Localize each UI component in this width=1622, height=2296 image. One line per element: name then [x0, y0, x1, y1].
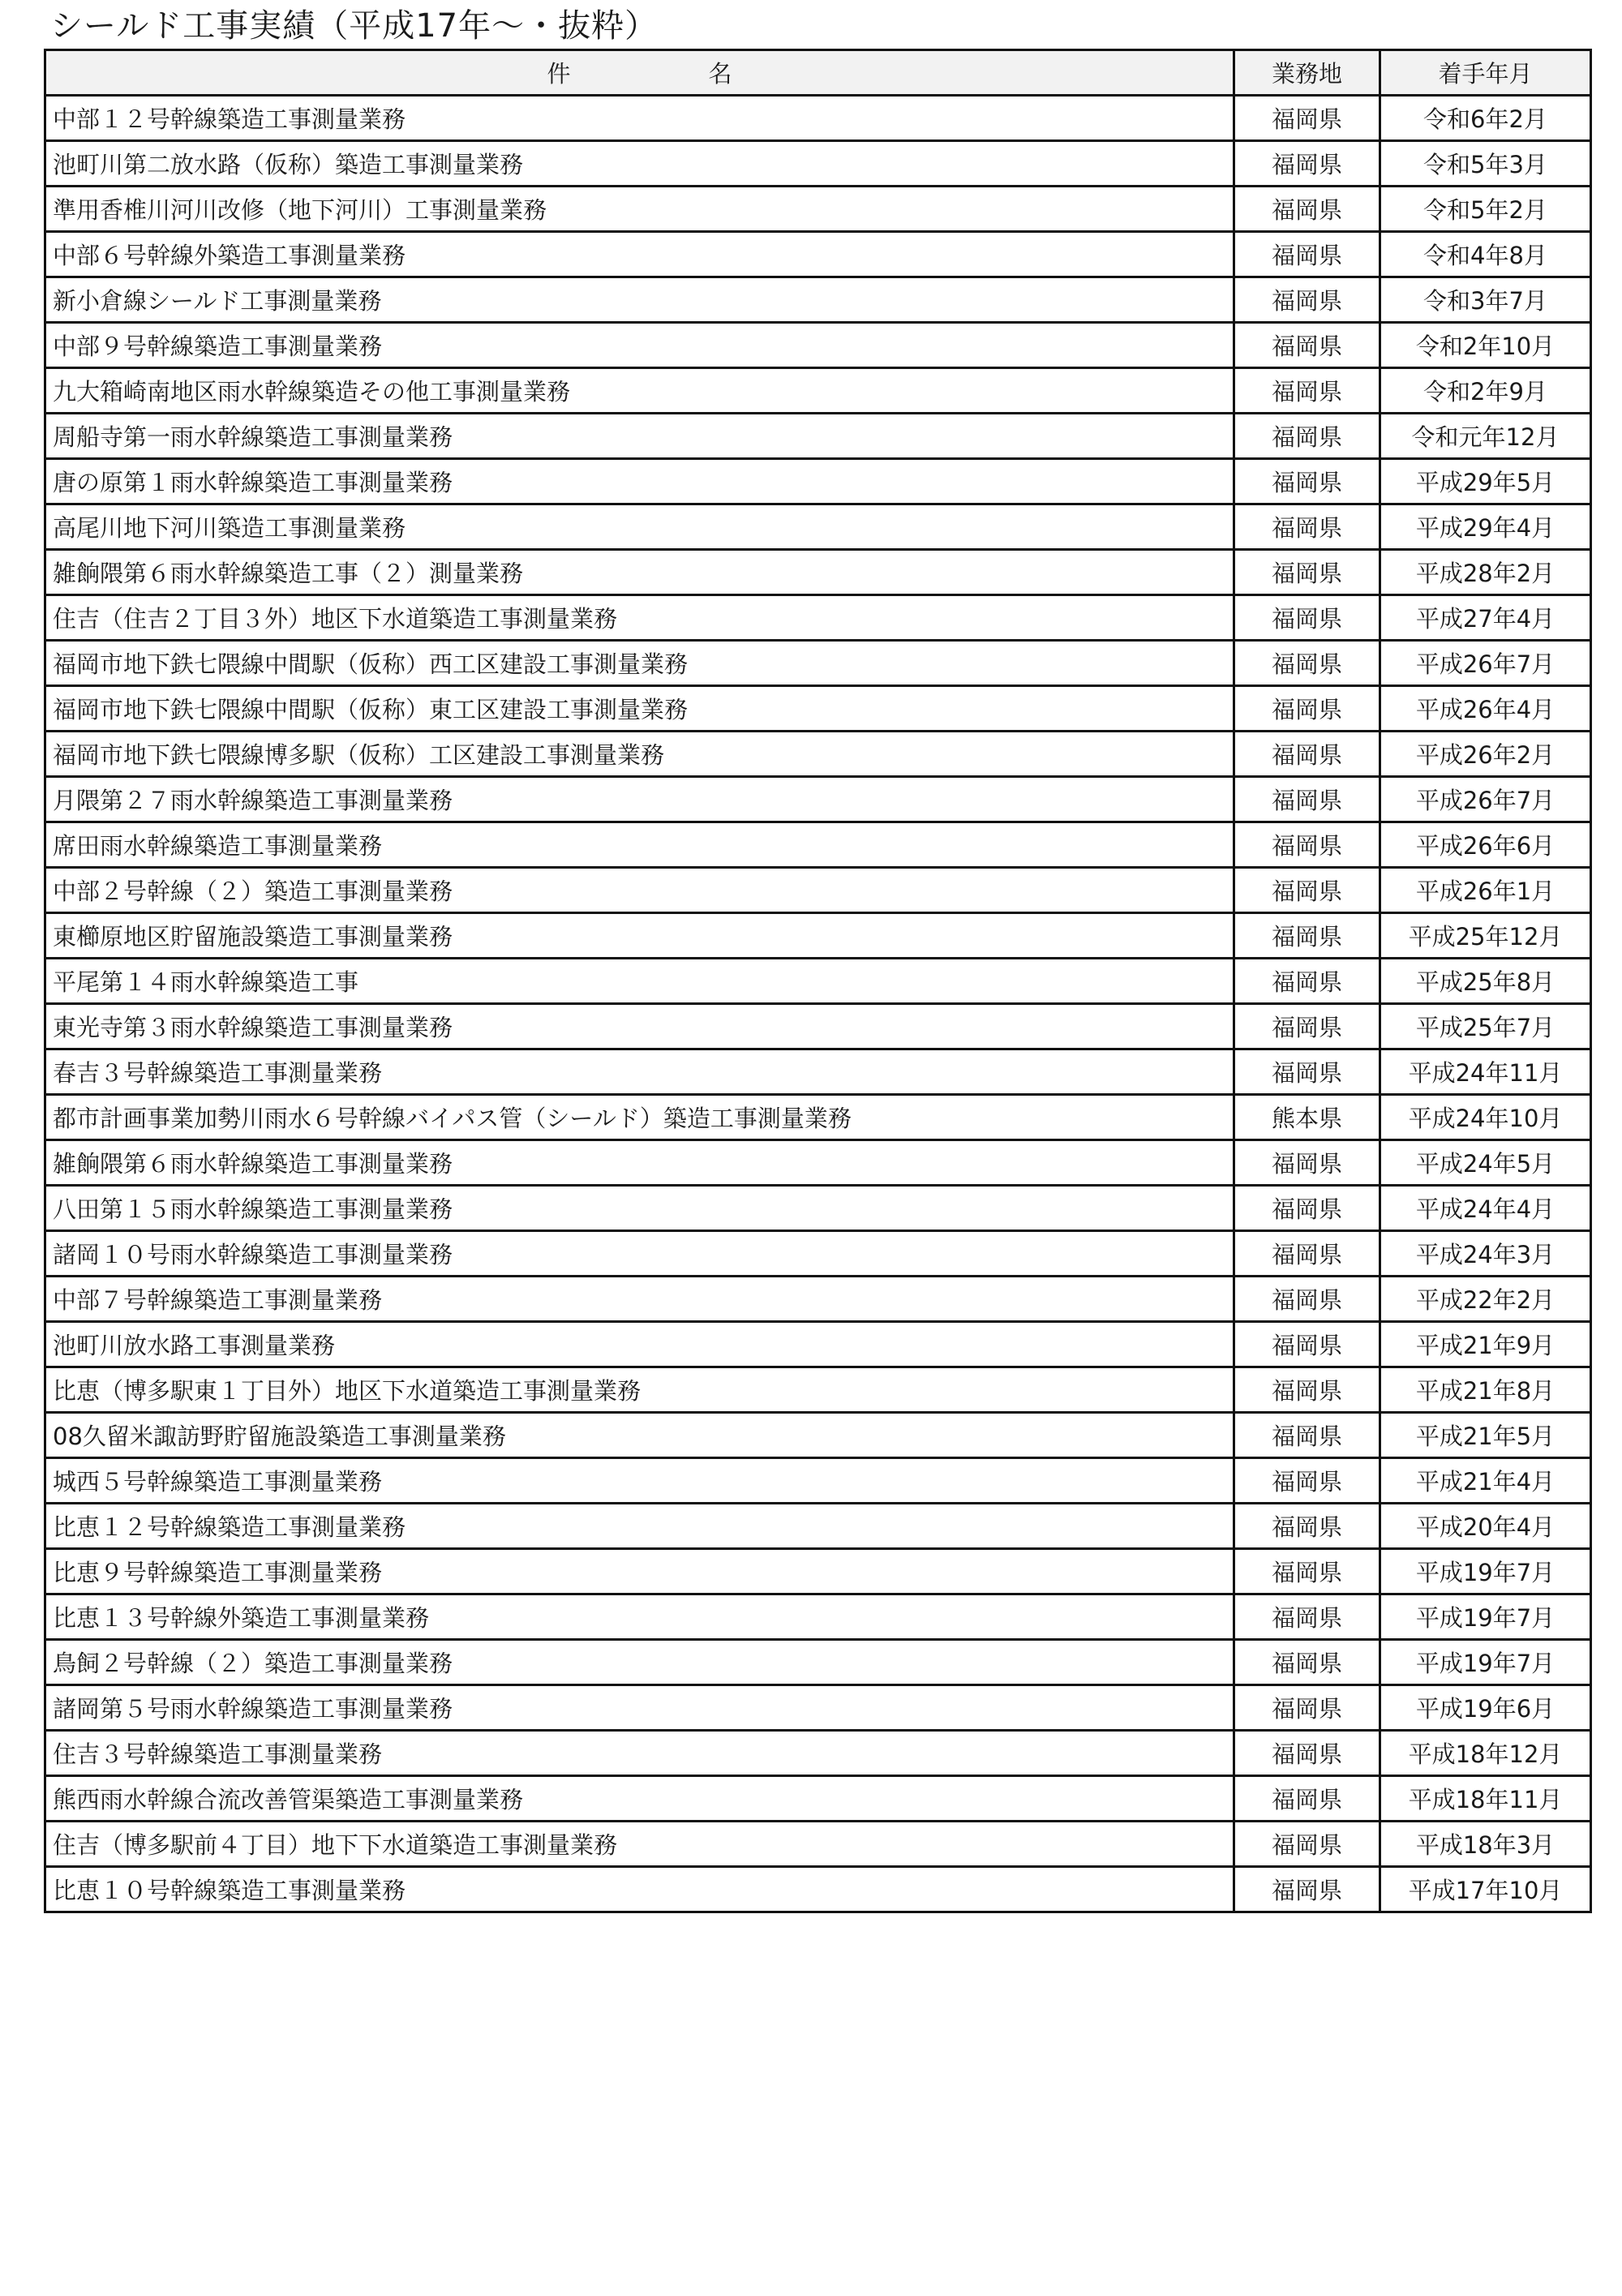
work-location-cell: 福岡県 [1234, 777, 1380, 822]
work-location-cell: 福岡県 [1234, 1049, 1380, 1095]
project-name-cell: 中部７号幹線築造工事測量業務 [45, 1277, 1234, 1322]
column-header-place: 業務地 [1234, 50, 1380, 96]
project-name-cell: 八田第１５雨水幹線築造工事測量業務 [45, 1186, 1234, 1231]
table-row [45, 459, 1591, 504]
start-date-cell: 平成25年7月 [1380, 1004, 1591, 1049]
work-location-cell: 福岡県 [1234, 1640, 1380, 1685]
work-location-cell: 福岡県 [1234, 686, 1380, 732]
table-row [45, 232, 1591, 277]
table-row [45, 1277, 1591, 1322]
work-location-cell: 福岡県 [1234, 459, 1380, 504]
project-name-cell: 諸岡第５号雨水幹線築造工事測量業務 [45, 1685, 1234, 1731]
start-date-cell: 平成25年8月 [1380, 959, 1591, 1004]
project-name-cell: 諸岡１０号雨水幹線築造工事測量業務 [45, 1231, 1234, 1277]
table-header [45, 50, 1591, 96]
project-name-cell: 住吉（博多駅前４丁目）地下下水道築造工事測量業務 [45, 1822, 1234, 1867]
work-location-cell: 福岡県 [1234, 1504, 1380, 1549]
project-name-cell: 月隈第２７雨水幹線築造工事測量業務 [45, 777, 1234, 822]
start-date-cell: 平成29年4月 [1380, 504, 1591, 550]
project-name-cell: 福岡市地下鉄七隈線博多駅（仮称）工区建設工事測量業務 [45, 732, 1234, 777]
table-row [45, 1776, 1591, 1822]
work-location-cell: 福岡県 [1234, 232, 1380, 277]
work-location-cell: 福岡県 [1234, 1549, 1380, 1594]
start-date-cell: 平成19年6月 [1380, 1685, 1591, 1731]
table-row [45, 504, 1591, 550]
project-name-cell: 比恵１０号幹線築造工事測量業務 [45, 1867, 1234, 1912]
table-row [45, 141, 1591, 187]
start-date-cell: 平成21年5月 [1380, 1413, 1591, 1458]
table-row [45, 1685, 1591, 1731]
project-name-cell: 福岡市地下鉄七隈線中間駅（仮称）西工区建設工事測量業務 [45, 641, 1234, 686]
table-row [45, 1731, 1591, 1776]
table-row [45, 323, 1591, 368]
work-location-cell: 福岡県 [1234, 414, 1380, 459]
start-date-cell: 平成24年3月 [1380, 1231, 1591, 1277]
project-name-cell: 春吉３号幹線築造工事測量業務 [45, 1049, 1234, 1095]
project-name-cell: 鳥飼２号幹線（２）築造工事測量業務 [45, 1640, 1234, 1685]
work-location-cell: 福岡県 [1234, 732, 1380, 777]
start-date-cell: 平成26年7月 [1380, 777, 1591, 822]
project-name-cell: 新小倉線シールド工事測量業務 [45, 277, 1234, 323]
work-location-cell: 福岡県 [1234, 550, 1380, 595]
table-row [45, 368, 1591, 414]
page-title: シールド工事実績（平成17年～・抜粋） [50, 7, 659, 45]
start-date-cell: 平成17年10月 [1380, 1867, 1591, 1912]
work-location-cell: 福岡県 [1234, 1277, 1380, 1322]
start-date-cell: 平成29年5月 [1380, 459, 1591, 504]
start-date-cell: 平成19年7月 [1380, 1640, 1591, 1685]
table-row [45, 1367, 1591, 1413]
project-name-cell: 周船寺第一雨水幹線築造工事測量業務 [45, 414, 1234, 459]
work-location-cell: 福岡県 [1234, 1413, 1380, 1458]
start-date-cell: 平成22年2月 [1380, 1277, 1591, 1322]
table-row [45, 595, 1591, 641]
table-row [45, 1231, 1591, 1277]
table-row [45, 1549, 1591, 1594]
project-name-cell: 中部９号幹線築造工事測量業務 [45, 323, 1234, 368]
start-date-cell: 令和2年9月 [1380, 368, 1591, 414]
start-date-cell: 令和6年2月 [1380, 96, 1591, 141]
start-date-cell: 平成28年2月 [1380, 550, 1591, 595]
table-row [45, 1095, 1591, 1140]
start-date-cell: 令和2年10月 [1380, 323, 1591, 368]
project-name-cell: 都市計画事業加勢川雨水６号幹線バイパス管（シールド）築造工事測量業務 [45, 1095, 1234, 1140]
project-name-cell: 比恵１３号幹線外築造工事測量業務 [45, 1594, 1234, 1640]
project-name-cell: 席田雨水幹線築造工事測量業務 [45, 822, 1234, 868]
table-row [45, 732, 1591, 777]
project-name-cell: 雑餉隈第６雨水幹線築造工事（２）測量業務 [45, 550, 1234, 595]
start-date-cell: 令和3年7月 [1380, 277, 1591, 323]
start-date-cell: 平成19年7月 [1380, 1594, 1591, 1640]
project-name-cell: 08久留米諏訪野貯留施設築造工事測量業務 [45, 1413, 1234, 1458]
project-name-cell: 東櫛原地区貯留施設築造工事測量業務 [45, 913, 1234, 959]
project-name-cell: 比恵（博多駅東１丁目外）地区下水道築造工事測量業務 [45, 1367, 1234, 1413]
start-date-cell: 平成18年12月 [1380, 1731, 1591, 1776]
start-date-cell: 平成18年11月 [1380, 1776, 1591, 1822]
project-name-cell: 福岡市地下鉄七隈線中間駅（仮称）東工区建設工事測量業務 [45, 686, 1234, 732]
work-location-cell: 福岡県 [1234, 868, 1380, 913]
work-location-cell: 福岡県 [1234, 1685, 1380, 1731]
column-header-date: 着手年月 [1380, 50, 1591, 96]
work-location-cell: 福岡県 [1234, 595, 1380, 641]
table-row [45, 822, 1591, 868]
start-date-cell: 平成27年4月 [1380, 595, 1591, 641]
work-location-cell: 福岡県 [1234, 1867, 1380, 1912]
work-location-cell: 福岡県 [1234, 1004, 1380, 1049]
work-location-cell: 福岡県 [1234, 1731, 1380, 1776]
project-name-cell: 中部１２号幹線築造工事測量業務 [45, 96, 1234, 141]
start-date-cell: 平成26年6月 [1380, 822, 1591, 868]
project-name-cell: 熊西雨水幹線合流改善管渠築造工事測量業務 [45, 1776, 1234, 1822]
start-date-cell: 平成18年3月 [1380, 1822, 1591, 1867]
work-location-cell: 福岡県 [1234, 504, 1380, 550]
column-header-name-char2: 名 [708, 60, 732, 88]
column-header-name-char1: 件 [547, 60, 571, 88]
project-name-cell: 平尾第１４雨水幹線築造工事 [45, 959, 1234, 1004]
project-name-cell: 中部６号幹線外築造工事測量業務 [45, 232, 1234, 277]
start-date-cell: 平成26年2月 [1380, 732, 1591, 777]
work-location-cell: 福岡県 [1234, 1594, 1380, 1640]
project-name-cell: 池町川第二放水路（仮称）築造工事測量業務 [45, 141, 1234, 187]
table-row [45, 187, 1591, 232]
project-name-cell: 高尾川地下河川築造工事測量業務 [45, 504, 1234, 550]
start-date-cell: 令和5年3月 [1380, 141, 1591, 187]
work-location-cell: 福岡県 [1234, 1322, 1380, 1367]
project-name-cell: 池町川放水路工事測量業務 [45, 1322, 1234, 1367]
start-date-cell: 平成19年7月 [1380, 1549, 1591, 1594]
project-name-cell: 城西５号幹線築造工事測量業務 [45, 1458, 1234, 1504]
table-row [45, 414, 1591, 459]
start-date-cell: 平成24年4月 [1380, 1186, 1591, 1231]
work-location-cell: 福岡県 [1234, 641, 1380, 686]
project-name-cell: 準用香椎川河川改修（地下河川）工事測量業務 [45, 187, 1234, 232]
table-row [45, 1413, 1591, 1458]
work-location-cell: 福岡県 [1234, 323, 1380, 368]
start-date-cell: 平成21年9月 [1380, 1322, 1591, 1367]
work-location-cell: 熊本県 [1234, 1095, 1380, 1140]
start-date-cell: 平成26年7月 [1380, 641, 1591, 686]
work-location-cell: 福岡県 [1234, 913, 1380, 959]
start-date-cell: 平成24年11月 [1380, 1049, 1591, 1095]
table-row [45, 1186, 1591, 1231]
work-location-cell: 福岡県 [1234, 959, 1380, 1004]
start-date-cell: 令和5年2月 [1380, 187, 1591, 232]
project-name-cell: 東光寺第３雨水幹線築造工事測量業務 [45, 1004, 1234, 1049]
table-row [45, 277, 1591, 323]
table-row [45, 1004, 1591, 1049]
start-date-cell: 令和元年12月 [1380, 414, 1591, 459]
start-date-cell: 平成24年5月 [1380, 1140, 1591, 1186]
table-row [45, 550, 1591, 595]
work-location-cell: 福岡県 [1234, 822, 1380, 868]
work-location-cell: 福岡県 [1234, 1367, 1380, 1413]
column-header-name [45, 50, 1234, 96]
project-name-cell: 雑餉隈第６雨水幹線築造工事測量業務 [45, 1140, 1234, 1186]
work-location-cell: 福岡県 [1234, 1822, 1380, 1867]
work-location-cell: 福岡県 [1234, 96, 1380, 141]
work-location-cell: 福岡県 [1234, 277, 1380, 323]
table-row [45, 913, 1591, 959]
project-name-cell: 比恵１２号幹線築造工事測量業務 [45, 1504, 1234, 1549]
start-date-cell: 平成26年4月 [1380, 686, 1591, 732]
work-location-cell: 福岡県 [1234, 1776, 1380, 1822]
table-row [45, 1322, 1591, 1367]
table-row [45, 1049, 1591, 1095]
table-row [45, 96, 1591, 141]
table-row [45, 1822, 1591, 1867]
work-location-cell: 福岡県 [1234, 1458, 1380, 1504]
start-date-cell: 平成25年12月 [1380, 913, 1591, 959]
works-table [44, 49, 1592, 1913]
table-row [45, 1504, 1591, 1549]
table-row [45, 1140, 1591, 1186]
work-location-cell: 福岡県 [1234, 187, 1380, 232]
project-name-cell: 唐の原第１雨水幹線築造工事測量業務 [45, 459, 1234, 504]
start-date-cell: 平成21年4月 [1380, 1458, 1591, 1504]
table-row [45, 686, 1591, 732]
project-name-cell: 中部２号幹線（２）築造工事測量業務 [45, 868, 1234, 913]
work-location-cell: 福岡県 [1234, 1140, 1380, 1186]
table-row [45, 1640, 1591, 1685]
work-location-cell: 福岡県 [1234, 1231, 1380, 1277]
header-row [45, 50, 1591, 96]
table-row [45, 868, 1591, 913]
table-row [45, 777, 1591, 822]
work-location-cell: 福岡県 [1234, 1186, 1380, 1231]
project-name-cell: 住吉３号幹線築造工事測量業務 [45, 1731, 1234, 1776]
table-row [45, 1867, 1591, 1912]
work-location-cell: 福岡県 [1234, 368, 1380, 414]
project-name-cell: 比恵９号幹線築造工事測量業務 [45, 1549, 1234, 1594]
start-date-cell: 令和4年8月 [1380, 232, 1591, 277]
table-row [45, 641, 1591, 686]
project-name-cell: 九大箱崎南地区雨水幹線築造その他工事測量業務 [45, 368, 1234, 414]
project-name-cell: 住吉（住吉２丁目３外）地区下水道築造工事測量業務 [45, 595, 1234, 641]
start-date-cell: 平成26年1月 [1380, 868, 1591, 913]
table-row [45, 1594, 1591, 1640]
table-row [45, 1458, 1591, 1504]
table-row [45, 959, 1591, 1004]
start-date-cell: 平成20年4月 [1380, 1504, 1591, 1549]
start-date-cell: 平成24年10月 [1380, 1095, 1591, 1140]
start-date-cell: 平成21年8月 [1380, 1367, 1591, 1413]
table-body [45, 96, 1591, 1912]
work-location-cell: 福岡県 [1234, 141, 1380, 187]
